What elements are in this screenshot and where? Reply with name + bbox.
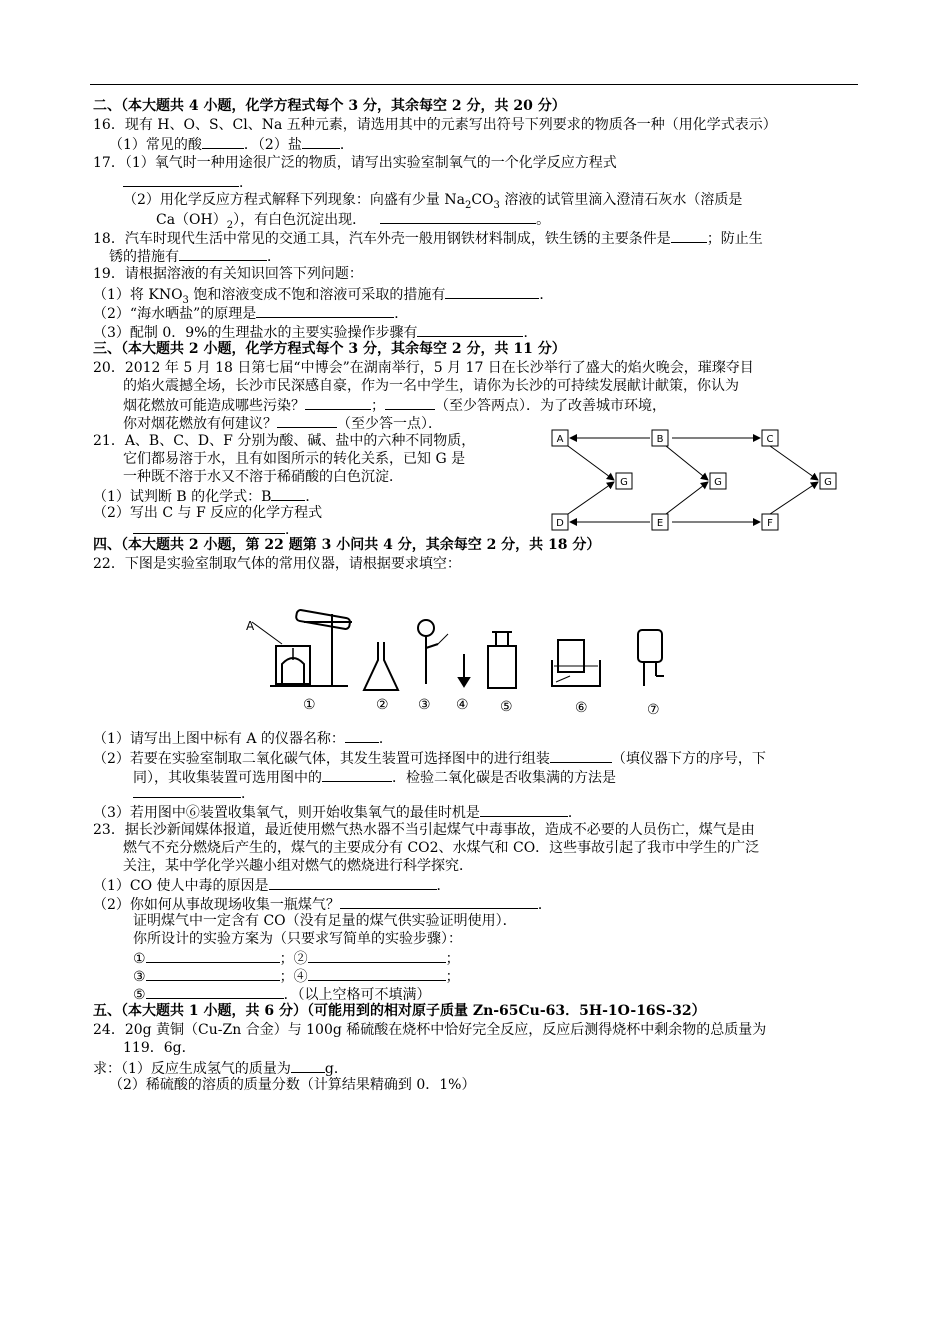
q22-part3: （3）若用图中⑥装置收集氧气，则开始收集氧气的最佳时机是 ． [93, 805, 582, 821]
q19-part3: （3）配制 0．9%的生理盐水的主要实验操作步骤有 ． [93, 325, 538, 341]
apparatus-number-7: ⑦ [647, 702, 660, 718]
node-g2-label: G [714, 477, 722, 488]
q22-blank-collector[interactable] [322, 768, 392, 782]
q22-stem: 22．下图是实验室制取气体的常用仪器，请根据要求填空： [93, 556, 461, 572]
q17-stem: 17．（1）氧气时一种用途很广泛的物质，请写出实验室制氧气的一个化学反应方程式 [93, 155, 617, 171]
q18-stem: 18．汽车时现代生活中常见的交通工具，汽车外壳一般用钢铁材料制成，铁生锈的主要条件是 ；防止生 [93, 231, 763, 247]
q21-line2: 它们都易溶于水，且有如图所示的转化关系，已知 G 是 [123, 451, 466, 467]
q23-blank-step-4[interactable] [308, 967, 446, 981]
q21-line3: 一种既不溶于水又不溶于稀硝酸的白色沉淀． [123, 469, 403, 485]
q17-answer-line: ． [123, 173, 253, 192]
apparatus-label-a: A [246, 619, 255, 633]
q19-stem: 19．请根据溶液的有关知识回答下列问题： [93, 266, 363, 282]
q16-blank-salt[interactable] [302, 135, 340, 149]
apparatus-number-6: ⑥ [575, 700, 588, 716]
q23-line2: 燃气不充分燃烧后产生的，煤气的主要成分有 CO2、水煤气和 CO．这些事故引起了我市中学生的广泛 [123, 840, 760, 856]
q20-line4: 你对烟花燃放有何建议？ （至少答一点）． [123, 416, 442, 432]
apparatus-6-water-trough [552, 640, 600, 686]
apparatus-number-2: ② [376, 697, 389, 713]
q19-part1: （1）将 $KNO_3$ 饱和溶液变成不饱和溶液可采取的措施有 ． [93, 287, 554, 306]
q23-part2: （2）你如何从事故现场收集一瓶煤气？ ． [93, 897, 552, 913]
apparatus-3-funnel [418, 620, 448, 684]
q20-blank-pollution-1[interactable] [305, 396, 371, 410]
q24-part1: 求：（1）反应生成氢气的质量为 g． [93, 1061, 348, 1077]
q22-part2-cont: 同），其收集装置可选用图中的 ．检验二氧化碳是否收集满的方法是 [133, 770, 616, 786]
q23-blank-step-3[interactable] [146, 967, 280, 981]
q20-line2: 的焰火震撼全场，长沙市民深感自豪，作为一名中学生，请你为长沙的可持续发展献计献策，你认为 [123, 378, 739, 394]
q23-part2-design: 你所设计的实验方案为（只要求写简单的实验步骤）： [133, 931, 462, 947]
q19-blank-measure[interactable] [445, 285, 539, 299]
apparatus-number-5: ⑤ [500, 699, 513, 715]
q24-line2: 119．6g． [123, 1040, 196, 1056]
q22-blank-generator[interactable] [550, 749, 612, 763]
apparatus-1-iron-stand [252, 609, 352, 686]
q23-part2-prove: 证明煤气中一定含有 CO（没有足量的煤气供实验证明使用）． [133, 913, 517, 929]
q24-blank-hydrogen-mass[interactable] [291, 1059, 325, 1073]
apparatus-number-1: ① [303, 697, 316, 713]
q16-blank-acid[interactable] [202, 135, 244, 149]
q22-part2: （2）若要在实验室制取二氧化碳气体，其发生装置可选择图中的进行组装 （填仪器下方的序号，下 [93, 751, 766, 767]
apparatus-number-3: ③ [418, 697, 431, 713]
q19-blank-principle[interactable] [256, 304, 394, 318]
node-a-label: A [556, 434, 564, 445]
node-e-label: E [656, 518, 664, 529]
q23-part1: （1）CO 使人中毒的原因是 ． [93, 878, 451, 894]
section-2-header: 二、（本大题共 4 小题，化学方程式每个 3 分，其余每空 2 分，共 20 分） [93, 98, 566, 114]
q20-blank-pollution-2[interactable] [385, 396, 435, 410]
q21-part2: （2）写出 C 与 F 反应的化学方程式 [93, 505, 323, 521]
q18-blank-rust-condition[interactable] [671, 229, 707, 243]
q23-line1: 23．据长沙新闻媒体报道，最近使用燃气热水器不当引起煤气中毒事故，造成不必要的人员伤亡，煤气是由 [93, 822, 755, 838]
q17-part2: （2）用化学反应方程式解释下列现象：向盛有少量 $Na_2CO_3$ 溶液的试管里滴入澄清石灰水（溶质是 [123, 192, 743, 211]
section-4-header: 四、（本大题共 2 小题，第 22 题第 3 小问共 4 分，其余每空 2 分，共 18 分） [93, 537, 601, 553]
q19-blank-steps[interactable] [417, 323, 523, 337]
q24-part2: （2）稀硫酸的溶质的质量分数（计算结果精确到 0．1%） [109, 1077, 476, 1093]
q16-parts: （1）常见的酸 ．（2）盐 ． [109, 137, 354, 153]
q16-stem: 16．现有 H、O、S、Cl、Na 五种元素，请选用其中的元素写出符号下列要求的物质各一种（用化学式表示） [93, 117, 777, 133]
q18-stem-cont: 锈的措施有 ． [109, 249, 281, 265]
q22-part1: （1）请写出上图中标有 A 的仪器名称： ． [93, 731, 393, 747]
q20-blank-suggestion[interactable] [277, 414, 337, 428]
q17-blank-equation-2[interactable] [380, 210, 536, 224]
node-g3-label: G [824, 477, 832, 488]
q21-line1: 21．A、B、C、D、F 分别为酸、碱、盐中的六种不同物质， [93, 433, 476, 449]
q23-blank-poison-reason[interactable] [269, 876, 437, 890]
q21-blank-equation[interactable] [133, 520, 285, 534]
q23-step-row-3: ⑤ ．（以上空格可不填满） [133, 987, 431, 1003]
node-c-label: C [766, 434, 774, 445]
q23-blank-step-2[interactable] [308, 949, 446, 963]
q23-line3: 关注，某中学化学兴趣小组对燃气的燃烧进行科学探究． [123, 858, 473, 874]
apparatus-5-gas-bottle [488, 632, 516, 688]
node-d-label: D [556, 518, 564, 529]
q23-step-row-1: ① ；② ； [133, 951, 460, 967]
q21-answer-line: ． [133, 520, 299, 539]
apparatus-4-tube [459, 654, 469, 686]
apparatus-number-4: ④ [456, 697, 469, 713]
q22-blank-check-method[interactable] [133, 784, 241, 798]
q24-line1: 24．20g 黄铜（Cu-Zn 合金）与 100g 稀硫酸在烧杯中恰好完全反应，反应后测得烧杯中剩余物的总质量为 [93, 1022, 767, 1038]
q23-blank-step-5[interactable] [146, 985, 284, 999]
q17-part2-cont: $Ca(OH)_2$），有白色沉淀出现． 。 [156, 212, 551, 231]
q20-line1: 20．2012 年 5 月 18 日第七届“中博会”在湖南举行，5 月 17 日在长沙举行了盛大的焰火晚会，璀璨夺目 [93, 360, 754, 376]
q20-line3: 烟花燃放可能造成哪些污染？ ； （至少答两点）．为了改善城市环境， [123, 398, 666, 414]
q21-relation-diagram [548, 426, 844, 534]
q18-blank-prevention[interactable] [179, 247, 267, 261]
apparatus-7-collector [638, 630, 664, 686]
q22-answer-line: ． [133, 784, 255, 803]
q19-part2: （2）“海水晒盐”的原理是 ． [93, 306, 409, 322]
section-3-header: 三、（本大题共 2 小题，化学方程式每个 3 分，其余每空 2 分，共 11 分） [93, 341, 566, 357]
apparatus-2-conical-flask [364, 642, 398, 690]
q23-blank-collect-method[interactable] [340, 895, 538, 909]
node-b-label: B [656, 434, 664, 445]
q22-blank-best-time[interactable] [480, 803, 568, 817]
q21-blank-b-formula[interactable] [271, 487, 305, 501]
top-rule [90, 84, 858, 85]
q22-blank-instrument-name[interactable] [345, 729, 379, 743]
q21-part1: （1）试判断 B 的化学式：B ． [93, 489, 320, 505]
node-f-label: F [767, 518, 773, 529]
q23-blank-step-1[interactable] [146, 949, 280, 963]
node-g1-label: G [620, 477, 628, 488]
q23-step-row-2: ③ ；④ ； [133, 969, 460, 985]
section-5-header: 五、（本大题共 1 小题，共 6 分）（可能用到的相对原子质量 Zn-65Cu-63．5H-1O-16S-32） [93, 1003, 706, 1019]
q17-blank-equation-1[interactable] [123, 173, 239, 187]
